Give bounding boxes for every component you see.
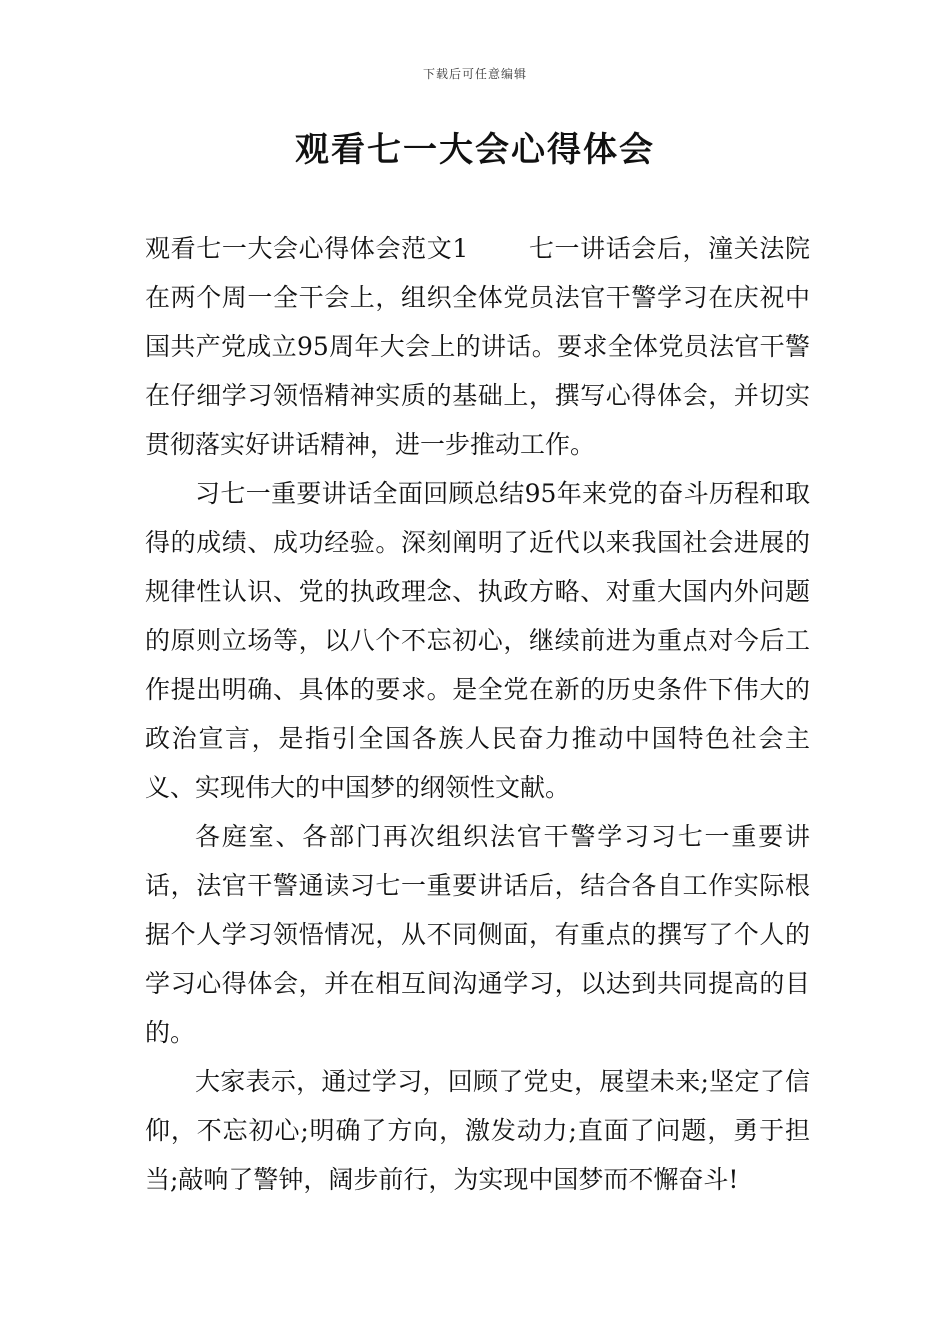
paragraph-1-text: 七一讲话会后，潼关法院在两个周一全干会上，组织全体党员法官干警学习在庆祝中国共产党成立95周年大会上的讲话。要求全体党员法官干警在仔细学习领悟精神实质的基础上，撰写心得体会，并切实贯彻落实好讲话精神，进一步推动工作。 (145, 234, 810, 459)
intro-label: 观看七一大会心得体会范文1 (145, 234, 469, 263)
paragraph-4: 大家表示，通过学习，回顾了党史，展望未来;坚定了信仰，不忘初心;明确了方向，激发动力;直面了问题，勇于担当;敲响了警钟，阔步前行，为实现中国梦而不懈奋斗! (145, 1067, 810, 1194)
document-body (145, 224, 810, 1204)
paragraph-1 (145, 224, 810, 469)
page-header-note: 下载后可任意编辑 (422, 67, 527, 81)
paragraph-2: 习七一重要讲话全面回顾总结95年来党的奋斗历程和取得的成绩、成功经验。深刻阐明了近代以来我国社会进展的规律性认识、党的执政理念、执政方略、对重大国内外问题的原则立场等，以八个不忘初心，继续前进为重点对今后工作提出明确、具体的要求。是全党在新的历史条件下伟大的政治宣言，是指引全国各族人民奋力推动中国特色社会主义、实现伟大的中国梦的纲领性文献。 (145, 479, 810, 802)
paragraph-3: 各庭室、各部门再次组织法官干警学习习七一重要讲话，法官干警通读习七一重要讲话后，结合各自工作实际根据个人学习领悟情况，从不同侧面，有重点的撰写了个人的学习心得体会，并在相互间沟通学习，以达到共同提高的目的。 (145, 822, 810, 1047)
document-title: 观看七一大会心得体会 (295, 130, 655, 170)
